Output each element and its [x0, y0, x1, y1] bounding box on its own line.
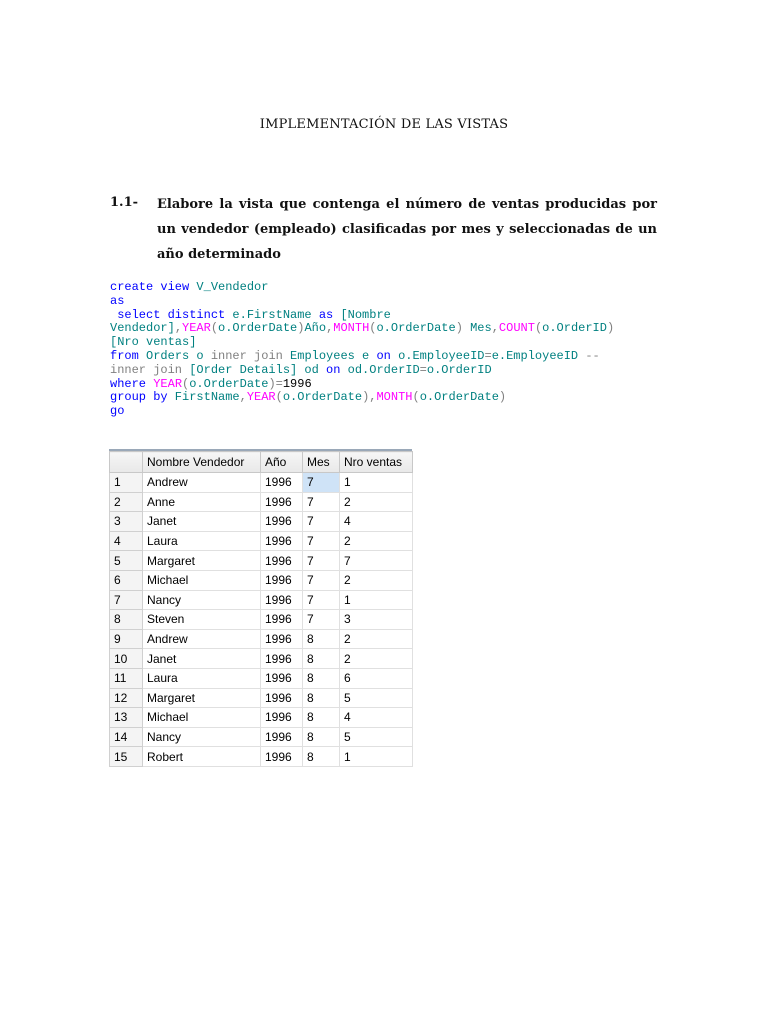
code-token: COUNT — [498, 321, 535, 336]
row-number-cell[interactable]: 5 — [110, 551, 143, 571]
table-cell[interactable]: 2 — [340, 492, 413, 512]
row-number-cell[interactable]: 8 — [110, 610, 143, 630]
code-token: )= — [268, 376, 283, 391]
code-token: Año — [304, 321, 327, 336]
code-line — [110, 336, 614, 350]
column-header[interactable]: Nombre Vendedor — [143, 452, 261, 473]
table-cell[interactable]: 1996 — [261, 570, 303, 590]
table-cell[interactable]: 1996 — [261, 610, 303, 630]
code-token: ( — [534, 321, 543, 336]
table-cell[interactable]: 2 — [340, 570, 413, 590]
code-token: o.OrderDate — [419, 390, 499, 405]
table-cell[interactable]: 1996 — [261, 629, 303, 649]
table-cell[interactable]: 1996 — [261, 473, 303, 493]
row-number-cell[interactable]: 9 — [110, 629, 143, 649]
table-cell[interactable]: 1996 — [261, 590, 303, 610]
code-line — [110, 364, 614, 378]
table-cell[interactable]: 1996 — [261, 708, 303, 728]
code-token: , — [326, 321, 334, 336]
grid-body — [110, 473, 413, 767]
code-token: inner join — [210, 348, 283, 363]
code-line — [110, 295, 614, 309]
table-cell[interactable]: 1996 — [261, 649, 303, 669]
code-token: Mes — [462, 321, 492, 336]
code-line — [110, 391, 614, 405]
table-cell[interactable]: Margaret — [143, 551, 261, 571]
question-number: 1.1- — [110, 195, 139, 210]
table-cell[interactable]: 1 — [340, 473, 413, 493]
row-number-cell[interactable]: 13 — [110, 708, 143, 728]
table-cell[interactable]: 1996 — [261, 492, 303, 512]
code-token: Orders o — [138, 348, 211, 363]
table-cell[interactable]: Margaret — [143, 688, 261, 708]
code-token: go — [110, 404, 125, 419]
table-cell[interactable]: 7 — [340, 551, 413, 571]
table-row[interactable] — [110, 610, 413, 630]
code-token: as — [110, 293, 125, 308]
code-token: Vendedor] — [110, 321, 175, 336]
code-token: on — [326, 362, 341, 377]
table-cell[interactable]: Steven — [143, 610, 261, 630]
results-grid — [109, 451, 413, 767]
table-row[interactable] — [110, 512, 413, 532]
code-token: -- — [585, 348, 600, 363]
code-token: , — [174, 321, 183, 336]
table-cell[interactable]: 1996 — [261, 747, 303, 767]
code-token: ) — [606, 321, 615, 336]
table-cell[interactable]: 5 — [340, 688, 413, 708]
table-cell[interactable]: 7 — [303, 473, 340, 493]
column-header[interactable]: Mes — [303, 452, 340, 473]
table-cell[interactable]: 2 — [340, 649, 413, 669]
table-row[interactable] — [110, 747, 413, 767]
row-number-cell[interactable]: 6 — [110, 570, 143, 590]
row-number-cell[interactable]: 15 — [110, 747, 143, 767]
row-number-cell[interactable]: 3 — [110, 512, 143, 532]
table-cell[interactable]: 7 — [303, 492, 340, 512]
code-token: MONTH — [333, 321, 370, 336]
code-token: od.OrderID — [340, 362, 420, 377]
table-row[interactable] — [110, 629, 413, 649]
table-cell[interactable]: 7 — [303, 570, 340, 590]
code-token: V_Vendedor — [189, 280, 269, 294]
code-token: , — [239, 390, 247, 405]
table-cell[interactable]: 7 — [303, 590, 340, 610]
code-token: group by — [110, 390, 168, 405]
table-cell[interactable]: 8 — [303, 668, 340, 688]
table-cell[interactable]: 1996 — [261, 512, 303, 532]
table-cell[interactable]: 1996 — [261, 688, 303, 708]
code-token: create view — [110, 280, 190, 294]
table-cell[interactable]: 1996 — [261, 551, 303, 571]
code-token: ) — [455, 321, 463, 336]
row-number-cell[interactable]: 10 — [110, 649, 143, 669]
table-cell[interactable]: Nancy — [143, 590, 261, 610]
code-token: e.EmployeeID — [491, 348, 586, 363]
code-token: select distinct — [110, 307, 226, 322]
table-row[interactable] — [110, 551, 413, 571]
table-row[interactable] — [110, 492, 413, 512]
code-token: ( — [182, 376, 190, 391]
code-token: o.OrderDate — [376, 321, 456, 336]
code-line — [110, 405, 614, 419]
sql-code-block — [110, 281, 614, 419]
table-row[interactable] — [110, 688, 413, 708]
table-cell[interactable]: 1 — [340, 747, 413, 767]
code-token: o.OrderID — [542, 321, 607, 336]
table-cell[interactable]: 8 — [303, 708, 340, 728]
row-number-cell[interactable]: 4 — [110, 531, 143, 551]
code-token: o.OrderID — [426, 362, 492, 377]
table-row[interactable] — [110, 531, 413, 551]
code-token: [Nombre — [333, 307, 391, 322]
table-cell[interactable]: Andrew — [143, 629, 261, 649]
question-text: Elabore la vista que contenga el número de ventas producidas por un vendedor (empleado) clasificadas por mes y seleccionadas de un año determinado — [157, 197, 657, 262]
table-cell[interactable]: Andrew — [143, 473, 261, 493]
row-number-cell[interactable]: 11 — [110, 668, 143, 688]
column-header[interactable] — [110, 452, 143, 473]
grid-header-row — [110, 452, 413, 473]
code-token: o.OrderDate — [218, 321, 298, 336]
table-cell[interactable]: 4 — [340, 512, 413, 532]
table-cell[interactable]: Robert — [143, 747, 261, 767]
table-cell[interactable]: 1996 — [261, 727, 303, 747]
code-token: where — [110, 376, 147, 391]
code-line — [110, 378, 614, 392]
code-line — [110, 281, 614, 295]
table-cell[interactable]: 7 — [303, 531, 340, 551]
code-token: o.EmployeeID — [390, 348, 485, 363]
table-cell[interactable]: Anne — [143, 492, 261, 512]
table-row[interactable] — [110, 727, 413, 747]
table-cell[interactable]: 1996 — [261, 531, 303, 551]
code-line — [110, 309, 614, 323]
table-cell[interactable]: 8 — [303, 649, 340, 669]
table-cell[interactable]: 2 — [340, 531, 413, 551]
code-token: o.OrderDate — [189, 376, 269, 391]
table-cell[interactable]: 1996 — [261, 668, 303, 688]
table-row[interactable] — [110, 708, 413, 728]
table-row[interactable] — [110, 649, 413, 669]
code-token: ), — [362, 390, 377, 405]
code-token: inner join — [110, 362, 183, 377]
code-token: FirstName — [167, 390, 240, 405]
table-cell[interactable]: Michael — [143, 570, 261, 590]
row-number-cell[interactable]: 14 — [110, 727, 143, 747]
table-cell[interactable]: Nancy — [143, 727, 261, 747]
code-token: = — [484, 348, 492, 363]
code-token: ) — [498, 390, 507, 405]
table-cell[interactable]: 7 — [303, 551, 340, 571]
table-row[interactable] — [110, 590, 413, 610]
code-token: ( — [412, 390, 420, 405]
code-token: [Order Details] od — [182, 362, 327, 377]
table-cell[interactable]: 8 — [303, 747, 340, 767]
code-token: e.FirstName — [225, 307, 319, 322]
table-cell[interactable]: 4 — [340, 708, 413, 728]
table-cell[interactable]: Laura — [143, 531, 261, 551]
code-token: on — [376, 348, 391, 363]
code-token: o.OrderDate — [282, 390, 363, 405]
table-cell[interactable]: 7 — [303, 512, 340, 532]
table-row[interactable] — [110, 668, 413, 688]
code-token: YEAR — [246, 390, 276, 405]
table-cell[interactable]: 5 — [340, 727, 413, 747]
code-token: ) — [297, 321, 305, 336]
table-cell[interactable]: Janet — [143, 512, 261, 532]
table-cell[interactable]: 7 — [303, 610, 340, 630]
code-token: ( — [210, 321, 219, 336]
code-line — [110, 350, 614, 364]
code-token: = — [419, 362, 427, 377]
code-token: ( — [369, 321, 377, 336]
code-token: , — [491, 321, 499, 336]
row-number-cell[interactable]: 7 — [110, 590, 143, 610]
code-line — [110, 322, 614, 336]
code-token: as — [318, 307, 334, 322]
table-cell[interactable]: 8 — [303, 688, 340, 708]
code-token: [Nro ventas] — [110, 335, 197, 350]
row-number-cell[interactable]: 1 — [110, 473, 143, 493]
code-token: ( — [275, 390, 283, 405]
table-cell[interactable]: 6 — [340, 668, 413, 688]
table-cell[interactable]: 8 — [303, 629, 340, 649]
row-number-cell[interactable]: 2 — [110, 492, 143, 512]
table-cell[interactable]: Janet — [143, 649, 261, 669]
table-cell[interactable]: 1 — [340, 590, 413, 610]
code-token: from — [110, 348, 139, 363]
table-cell[interactable]: Michael — [143, 708, 261, 728]
page-title: IMPLEMENTACIÓN DE LAS VISTAS — [259, 117, 509, 132]
code-token: Employees e — [282, 348, 377, 363]
column-header[interactable]: Nro ventas — [340, 452, 413, 473]
table-row[interactable] — [110, 570, 413, 590]
table-cell[interactable]: 3 — [340, 610, 413, 630]
table-cell[interactable]: 8 — [303, 727, 340, 747]
code-token: MONTH — [376, 390, 413, 405]
code-token: YEAR — [146, 376, 183, 391]
code-token: YEAR — [182, 321, 211, 336]
row-number-cell[interactable]: 12 — [110, 688, 143, 708]
table-cell[interactable]: Laura — [143, 668, 261, 688]
code-token: 1996 — [282, 376, 312, 391]
table-cell[interactable]: 2 — [340, 629, 413, 649]
column-header[interactable]: Año — [261, 452, 303, 473]
table-row[interactable] — [110, 473, 413, 493]
